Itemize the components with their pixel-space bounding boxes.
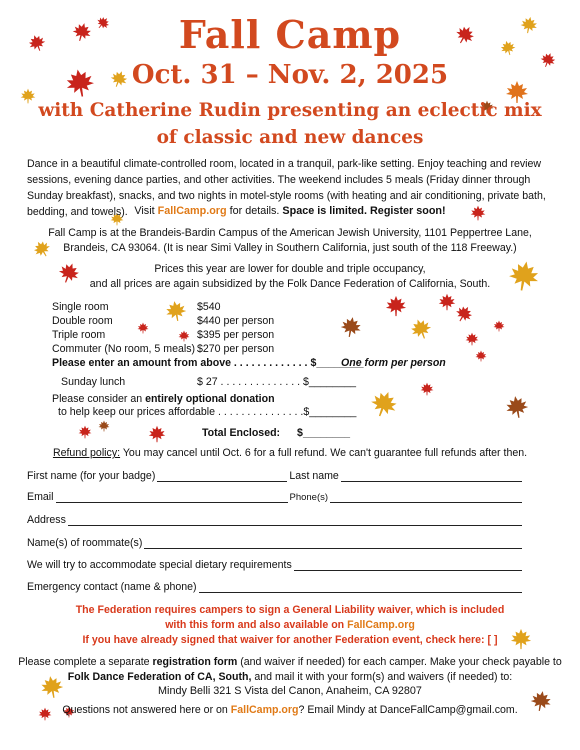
reg-line2-post: and mail it with your form(s) and waivers (if needed) to: [251, 671, 513, 683]
event-dates: Oct. 31 – Nov. 2, 2025 [131, 60, 449, 90]
donation-emphasis: entirely optional donation [145, 393, 275, 405]
space-limited-note: Space is limited. Register soon! [282, 205, 446, 217]
subtitle-line-1: with Catherine Rudin presenting an eclectic mix [38, 100, 542, 121]
location-line-1: Fall Camp is at the Brandeis-Bardin Campus of the American Jewish University, 1101 Peppertree Lane, [48, 227, 532, 239]
subtitle [0, 97, 580, 151]
roommate-label: Name(s) of roommate(s) [27, 537, 143, 549]
prices-note [0, 262, 580, 292]
maple-leaf-icon [407, 315, 435, 343]
waiver-line-2-text: with this form and also available on [165, 619, 348, 631]
emergency-row [27, 581, 524, 593]
maple-leaf-icon [385, 295, 407, 317]
room-type: Double room [52, 315, 113, 327]
total-label: Total Enclosed: [202, 427, 281, 439]
maple-leaf-icon [503, 393, 531, 421]
last-name-label: Last name [289, 470, 339, 482]
total-field[interactable]: $________ [297, 427, 351, 439]
maple-leaf-icon [493, 320, 505, 332]
maple-leaf-icon [366, 386, 402, 422]
address-field[interactable] [68, 516, 522, 526]
dietary-field[interactable] [294, 561, 522, 571]
maple-leaf-icon [137, 322, 149, 334]
reg-line1-pre: Please complete a separate [18, 656, 153, 668]
room-price: $270 per person [197, 343, 275, 355]
maple-leaf-icon [475, 350, 487, 362]
prices-note-line-1: Prices this year are lower for double and triple occupancy, [154, 263, 426, 275]
questions-line [0, 704, 580, 716]
amount-row [52, 357, 446, 369]
sunday-lunch-value[interactable]: $ 27 . . . . . . . . . . . . . . $________ [197, 376, 356, 388]
refund-label: Refund policy: [52, 447, 121, 459]
location-line-2: Brandeis, CA 93064. (It is near Simi Valley in Southern California, just south of the 118 Freeway.) [63, 242, 517, 254]
first-name-label: First name (for your badge) [27, 470, 156, 482]
email-row [27, 491, 524, 503]
waiver-notice [0, 603, 580, 648]
waiver-checkbox-line[interactable]: If you have already signed that waiver for another Federation event, check here: [ ] [82, 634, 498, 646]
maple-leaf-icon [78, 425, 92, 439]
questions-post: ? Email Mindy at DanceFallCamp@gmail.com. [298, 704, 518, 716]
emergency-label: Emergency contact (name & phone) [27, 581, 197, 593]
sunday-lunch-label: Sunday lunch [61, 376, 126, 388]
email-label: Email [27, 491, 54, 503]
maple-leaf-icon [420, 382, 434, 396]
first-name-field[interactable] [157, 472, 287, 482]
payee-name: Folk Dance Federation of CA, South, [67, 671, 252, 683]
dietary-row [27, 559, 524, 571]
amount-entry-line[interactable]: Please enter an amount from above . . . . . . . . . . . . . $________ [52, 357, 364, 369]
location-info [0, 226, 580, 256]
reg-line1-post: (and waiver if needed) for each camper. Make your check payable to [237, 656, 562, 668]
refund-policy [0, 447, 580, 459]
room-type: Commuter (No room, 5 meals) [52, 343, 196, 355]
maple-leaf-icon [148, 425, 166, 443]
mailing-address: Mindy Belli 321 S Vista del Canon, Anaheim, CA 92807 [158, 685, 422, 697]
last-name-field[interactable] [341, 472, 522, 482]
phone-field[interactable] [330, 493, 522, 503]
visit-middle: for details. [226, 205, 283, 217]
room-price: $395 per person [197, 329, 275, 341]
visit-link[interactable]: FallCamp.org [157, 205, 227, 217]
visit-line [0, 205, 580, 217]
maple-leaf-icon [163, 298, 188, 323]
questions-pre: Questions not answered here or on [62, 704, 231, 716]
room-price: $540 [197, 301, 221, 313]
email-field[interactable] [56, 493, 288, 503]
registration-line-1 [0, 655, 580, 670]
roommate-row [27, 537, 524, 549]
prices-note-line-2: and all prices are again subsidized by the Folk Dance Federation of California, South. [89, 278, 491, 290]
refund-text: You may cancel until Oct. 6 for a full refund. We can't guarantee full refunds after then. [120, 447, 528, 459]
page-title: Fall Camp [178, 12, 402, 57]
waiver-line-1: The Federation requires campers to sign a General Liability waiver, which is included [75, 604, 505, 616]
donation-line[interactable]: to help keep our prices affordable . . . . . . . . . . . . . . .$________ [58, 406, 357, 418]
address-label: Address [27, 514, 66, 526]
registration-instructions [0, 655, 580, 685]
registration-line-2 [0, 670, 580, 685]
roommate-field[interactable] [144, 539, 522, 549]
reg-form-emphasis: registration form [152, 656, 238, 668]
total-enclosed-row [202, 427, 350, 439]
donation-prefix: Please consider an [52, 393, 146, 405]
maple-leaf-icon [438, 293, 456, 311]
emergency-field[interactable] [199, 583, 522, 593]
waiver-line-2 [0, 618, 580, 633]
intro-paragraph: Dance in a beautiful climate-controlled room, located in a tranquil, park-like setting. Enjoy teaching and review sessions, evening dance parties, and other activities. The weekend includes 5 meals (Friday dinner through Sunday breakfast), snacks, and two nights in motel-style rooms (with heating and air conditioning, private bath, bedding, and towels). [27, 158, 546, 218]
phone-label: Phone(s) [289, 492, 329, 503]
maple-leaf-icon [178, 330, 190, 342]
donation-row [52, 393, 275, 405]
room-type: Single room [52, 301, 109, 313]
questions-link[interactable]: FallCamp.org [230, 704, 299, 716]
maple-leaf-icon [98, 420, 110, 432]
room-type: Triple room [52, 329, 106, 341]
room-price: $440 per person [197, 315, 275, 327]
maple-leaf-icon [465, 332, 479, 346]
maple-leaf-icon [338, 314, 363, 339]
visit-prefix: Visit [134, 205, 158, 217]
name-row [27, 470, 524, 482]
subtitle-line-2: of classic and new dances [156, 127, 424, 148]
dietary-label: We will try to accommodate special dietary requirements [27, 559, 292, 571]
one-form-note: One form per person [341, 357, 446, 369]
address-row [27, 514, 524, 526]
waiver-link[interactable]: FallCamp.org [347, 619, 415, 631]
